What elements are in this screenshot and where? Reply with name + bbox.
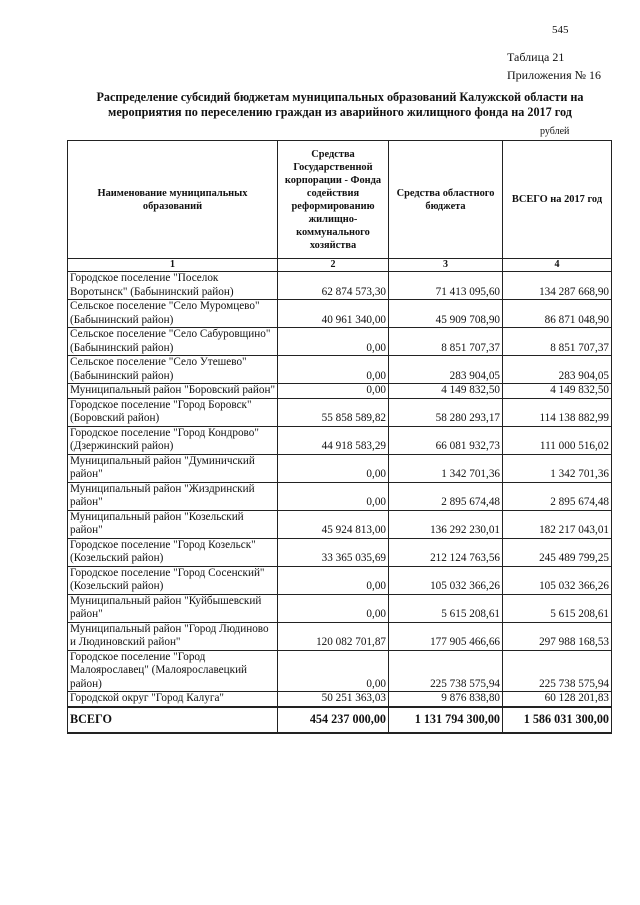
municipality-name: Муниципальный район "Жиздринский район" — [68, 482, 278, 510]
column-index: 2 — [278, 259, 389, 272]
total-amount: 86 871 048,90 — [503, 300, 612, 328]
municipality-name: Муниципальный район "Город Людиново и Людиновский район" — [68, 622, 278, 650]
fund-amount: 62 874 573,30 — [278, 272, 389, 300]
header-row — [68, 141, 612, 259]
total-row — [68, 707, 612, 733]
total-amount: 134 287 668,90 — [503, 272, 612, 300]
title-line-2: мероприятия по переселению граждан из аварийного жилищного фонда на 2017 год — [108, 105, 572, 119]
table-row — [68, 510, 612, 538]
regional-amount: 1 342 701,36 — [389, 454, 503, 482]
table-row — [68, 594, 612, 622]
table-row — [68, 454, 612, 482]
table-row — [68, 426, 612, 454]
total-amount: 114 138 882,99 — [503, 398, 612, 426]
column-header-name: Наименование муниципальных образований — [68, 141, 278, 259]
municipality-name: Городское поселение "Город Боровск" (Боровский район) — [68, 398, 278, 426]
municipality-name: Муниципальный район "Козельский район" — [68, 510, 278, 538]
column-index: 1 — [68, 259, 278, 272]
regional-amount: 66 081 932,73 — [389, 426, 503, 454]
total-amount: 8 851 707,37 — [503, 328, 612, 356]
total-amount: 5 615 208,61 — [503, 594, 612, 622]
page-number: 545 — [552, 24, 569, 36]
fund-amount: 0,00 — [278, 482, 389, 510]
municipality-name: Сельское поселение "Село Утешево" (Бабынинский район) — [68, 356, 278, 384]
municipality-name: Сельское поселение "Село Муромцево" (Бабынинский район) — [68, 300, 278, 328]
regional-amount: 177 905 466,66 — [389, 622, 503, 650]
total-amount: 283 904,05 — [503, 356, 612, 384]
column-header-regional: Средства областного бюджета — [389, 141, 503, 259]
fund-amount: 40 961 340,00 — [278, 300, 389, 328]
total-amount: 182 217 043,01 — [503, 510, 612, 538]
municipality-name: Городской округ "Город Калуга" — [68, 692, 278, 707]
regional-amount: 9 876 838,80 — [389, 692, 503, 707]
fund-amount: 55 858 589,82 — [278, 398, 389, 426]
municipality-name: Сельское поселение "Село Сабуровщино" (Бабынинский район) — [68, 328, 278, 356]
table-row — [68, 566, 612, 594]
fund-amount: 33 365 035,69 — [278, 538, 389, 566]
municipality-name: Городское поселение "Поселок Воротынск" (Бабынинский район) — [68, 272, 278, 300]
table-row — [68, 622, 612, 650]
table-row — [68, 650, 612, 692]
table-row — [68, 482, 612, 510]
total-all: 1 586 031 300,00 — [503, 707, 612, 733]
total-amount: 60 128 201,83 — [503, 692, 612, 707]
table-row — [68, 384, 612, 399]
fund-amount: 0,00 — [278, 328, 389, 356]
total-regional: 1 131 794 300,00 — [389, 707, 503, 733]
document-title — [70, 90, 610, 120]
fund-amount: 0,00 — [278, 650, 389, 692]
regional-amount: 2 895 674,48 — [389, 482, 503, 510]
regional-amount: 5 615 208,61 — [389, 594, 503, 622]
total-amount: 105 032 366,26 — [503, 566, 612, 594]
fund-amount: 0,00 — [278, 594, 389, 622]
fund-amount: 0,00 — [278, 454, 389, 482]
regional-amount: 71 413 095,60 — [389, 272, 503, 300]
table-row — [68, 692, 612, 707]
fund-amount: 120 082 701,87 — [278, 622, 389, 650]
total-amount: 225 738 575,94 — [503, 650, 612, 692]
fund-amount: 0,00 — [278, 384, 389, 399]
column-header-fund: Средства Государственной корпорации - Фонда содействия реформированию жилищно-коммунального хозяйства — [278, 141, 389, 259]
total-amount: 111 000 516,02 — [503, 426, 612, 454]
total-amount: 4 149 832,50 — [503, 384, 612, 399]
municipality-name: Городское поселение "Город Козельск" (Козельский район) — [68, 538, 278, 566]
table-label: Таблица 21 — [507, 50, 565, 64]
title-line-1: Распределение субсидий бюджетам муниципальных образований Калужской области на — [96, 90, 584, 104]
fund-amount: 0,00 — [278, 356, 389, 384]
fund-amount: 0,00 — [278, 566, 389, 594]
column-index: 4 — [503, 259, 612, 272]
regional-amount: 136 292 230,01 — [389, 510, 503, 538]
fund-amount: 50 251 363,03 — [278, 692, 389, 707]
total-label: ВСЕГО — [68, 707, 278, 733]
total-amount: 297 988 168,53 — [503, 622, 612, 650]
municipality-name: Городское поселение "Город Малоярославец" (Малоярославецкий район) — [68, 650, 278, 692]
municipality-name: Городское поселение "Город Кондрово" (Дзержинский район) — [68, 426, 278, 454]
subsidy-table — [67, 140, 612, 734]
regional-amount: 58 280 293,17 — [389, 398, 503, 426]
municipality-name: Муниципальный район "Боровский район" — [68, 384, 278, 399]
unit-label: рублей — [540, 126, 570, 137]
column-index-row — [68, 259, 612, 272]
appendix-label: Приложения № 16 — [507, 68, 602, 82]
table-row — [68, 538, 612, 566]
regional-amount: 212 124 763,56 — [389, 538, 503, 566]
fund-amount: 45 924 813,00 — [278, 510, 389, 538]
table-row — [68, 328, 612, 356]
column-index: 3 — [389, 259, 503, 272]
regional-amount: 8 851 707,37 — [389, 328, 503, 356]
table-row — [68, 300, 612, 328]
table-row — [68, 356, 612, 384]
table-row — [68, 398, 612, 426]
municipality-name: Муниципальный район "Думиничский район" — [68, 454, 278, 482]
table-row — [68, 272, 612, 300]
fund-amount: 44 918 583,29 — [278, 426, 389, 454]
regional-amount: 225 738 575,94 — [389, 650, 503, 692]
total-fund: 454 237 000,00 — [278, 707, 389, 733]
municipality-name: Муниципальный район "Куйбышевский район" — [68, 594, 278, 622]
regional-amount: 45 909 708,90 — [389, 300, 503, 328]
total-amount: 1 342 701,36 — [503, 454, 612, 482]
total-amount: 2 895 674,48 — [503, 482, 612, 510]
regional-amount: 283 904,05 — [389, 356, 503, 384]
total-amount: 245 489 799,25 — [503, 538, 612, 566]
regional-amount: 4 149 832,50 — [389, 384, 503, 399]
regional-amount: 105 032 366,26 — [389, 566, 503, 594]
column-header-total: ВСЕГО на 2017 год — [503, 141, 612, 259]
municipality-name: Городское поселение "Город Сосенский" (Козельский район) — [68, 566, 278, 594]
